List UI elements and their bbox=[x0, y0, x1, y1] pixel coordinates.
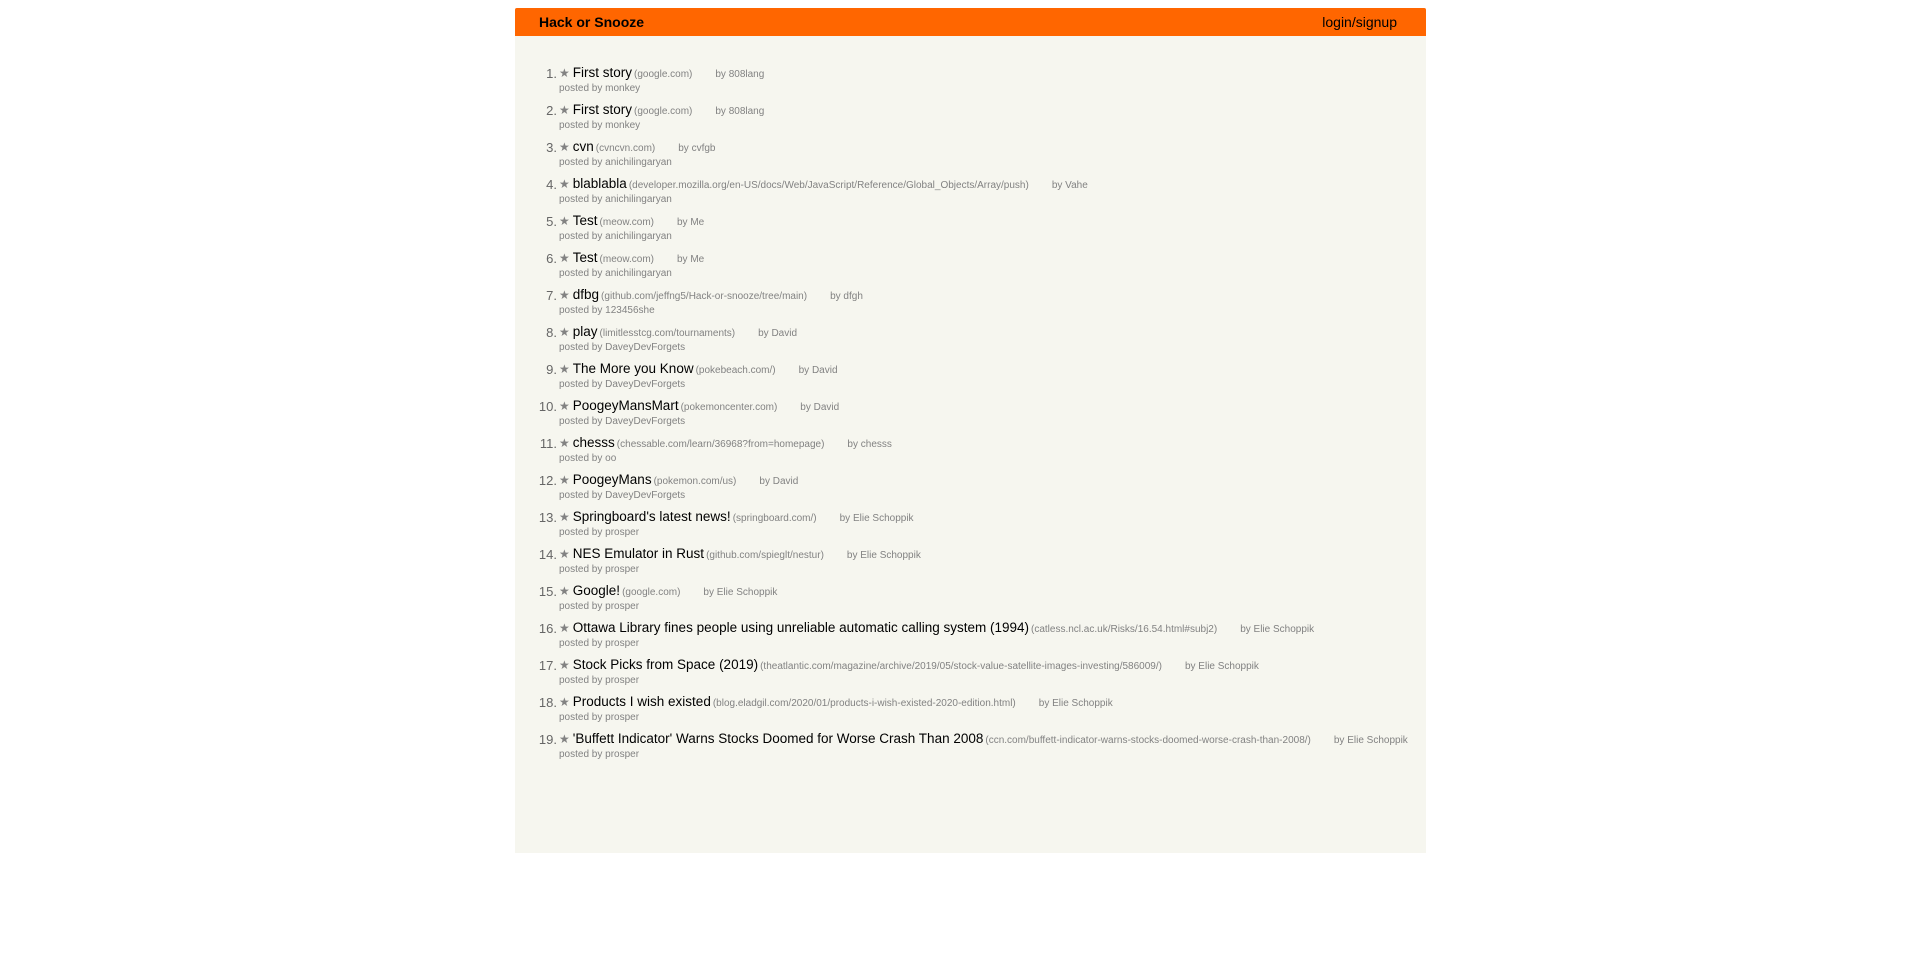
story-content bbox=[559, 251, 1419, 281]
story-hostname: (pokebeach.com/) bbox=[695, 365, 776, 376]
story-author: by Me bbox=[676, 217, 705, 228]
login-signup-link[interactable]: login/signup bbox=[1322, 14, 1397, 30]
star-icon[interactable]: ★ bbox=[559, 103, 570, 117]
story-author: by Elie Schoppik bbox=[1240, 624, 1315, 635]
star-icon[interactable]: ★ bbox=[559, 140, 570, 154]
story-number: 15. bbox=[538, 584, 557, 599]
story-title-link[interactable]: PoogeyMans bbox=[572, 472, 652, 487]
story-number: 9. bbox=[546, 362, 557, 377]
story-item bbox=[515, 214, 1426, 244]
story-posted-by: posted by prosper bbox=[559, 638, 640, 649]
star-icon[interactable]: ★ bbox=[559, 177, 570, 191]
story-line bbox=[559, 103, 1419, 119]
story-content bbox=[559, 658, 1419, 688]
story-author: by David bbox=[800, 402, 840, 413]
story-posted-by: posted by anichilingaryan bbox=[559, 194, 672, 205]
story-hostname: (github.com/jeffng5/Hack-or-snooze/tree/main) bbox=[601, 291, 808, 302]
story-title-link[interactable]: NES Emulator in Rust bbox=[572, 546, 705, 561]
story-author: by Elie Schoppik bbox=[1038, 698, 1113, 709]
story-posted-by: posted by prosper bbox=[559, 712, 640, 723]
star-icon[interactable]: ★ bbox=[559, 362, 570, 376]
story-line bbox=[559, 177, 1419, 193]
story-content bbox=[559, 510, 1419, 540]
story-author: by David bbox=[758, 328, 798, 339]
star-icon[interactable]: ★ bbox=[559, 399, 570, 413]
story-author: by dfgh bbox=[830, 291, 863, 302]
story-content bbox=[559, 140, 1419, 170]
story-title-link[interactable]: chesss bbox=[572, 435, 615, 450]
story-author: by Elie Schoppik bbox=[1333, 735, 1408, 746]
story-number: 11. bbox=[539, 436, 557, 451]
story-number: 1. bbox=[546, 66, 557, 81]
story-content bbox=[559, 547, 1419, 577]
story-item bbox=[515, 584, 1426, 614]
story-hostname: (developer.mozilla.org/en-US/docs/Web/JavaScript/Reference/Global_Objects/Array/push) bbox=[628, 180, 1029, 191]
story-number: 8. bbox=[546, 325, 557, 340]
story-hostname: (cvncvn.com) bbox=[595, 143, 656, 154]
story-title-link[interactable]: Google! bbox=[572, 583, 621, 598]
story-number: 5. bbox=[546, 214, 557, 229]
story-posted-by: posted by prosper bbox=[559, 527, 640, 538]
top-nav-bar bbox=[515, 8, 1426, 36]
story-item bbox=[515, 732, 1426, 762]
story-content bbox=[559, 695, 1419, 725]
story-author: by 808lang bbox=[715, 69, 765, 80]
story-number: 18. bbox=[538, 695, 557, 710]
story-author: by Me bbox=[676, 254, 705, 265]
story-item bbox=[515, 251, 1426, 281]
star-icon[interactable]: ★ bbox=[559, 288, 570, 302]
story-line bbox=[559, 584, 1419, 600]
story-hostname: (pokemoncenter.com) bbox=[680, 402, 778, 413]
story-number: 4. bbox=[546, 177, 557, 192]
story-number: 13. bbox=[538, 510, 557, 525]
story-title-link[interactable]: cvn bbox=[572, 139, 594, 154]
story-posted-by: posted by DaveyDevForgets bbox=[559, 342, 686, 353]
story-item bbox=[515, 362, 1426, 392]
story-author: by David bbox=[798, 365, 838, 376]
story-hostname: (limitlesstcg.com/tournaments) bbox=[599, 328, 736, 339]
story-posted-by: posted by monkey bbox=[559, 83, 641, 94]
story-hostname: (google.com) bbox=[622, 587, 681, 598]
story-author: by Elie Schoppik bbox=[846, 550, 921, 561]
story-number: 17. bbox=[538, 658, 557, 673]
story-line bbox=[559, 251, 1419, 267]
story-title-link[interactable]: Products I wish existed bbox=[572, 694, 711, 709]
story-line bbox=[559, 214, 1419, 230]
story-content bbox=[559, 732, 1419, 762]
story-content bbox=[559, 177, 1419, 207]
story-content bbox=[559, 288, 1419, 318]
story-item bbox=[515, 177, 1426, 207]
story-posted-by: posted by DaveyDevForgets bbox=[559, 490, 686, 501]
story-posted-by: posted by anichilingaryan bbox=[559, 268, 672, 279]
star-icon[interactable]: ★ bbox=[559, 473, 570, 487]
story-title-link[interactable]: First story bbox=[572, 65, 633, 80]
story-posted-by: posted by prosper bbox=[559, 675, 640, 686]
star-icon[interactable]: ★ bbox=[559, 695, 570, 709]
story-item bbox=[515, 399, 1426, 429]
story-title-link[interactable]: Ottawa Library fines people using unreliable automatic calling system (1994) bbox=[572, 620, 1030, 635]
story-author: by David bbox=[759, 476, 799, 487]
story-line bbox=[559, 695, 1419, 711]
story-line bbox=[559, 732, 1419, 748]
story-author: by 808lang bbox=[715, 106, 765, 117]
story-hostname: (blog.eladgil.com/2020/01/products-i-wish-existed-2020-edition.html) bbox=[712, 698, 1016, 709]
story-content bbox=[559, 621, 1419, 651]
story-item bbox=[515, 473, 1426, 503]
story-line bbox=[559, 658, 1419, 674]
story-posted-by: posted by prosper bbox=[559, 564, 640, 575]
story-line bbox=[559, 399, 1419, 415]
story-content bbox=[559, 214, 1419, 244]
story-posted-by: posted by prosper bbox=[559, 601, 640, 612]
star-icon[interactable]: ★ bbox=[559, 251, 570, 265]
story-title-link[interactable]: dfbg bbox=[572, 287, 600, 302]
story-hostname: (ccn.com/buffett-indicator-warns-stocks-doomed-worse-crash-than-2008/) bbox=[985, 735, 1311, 746]
story-title-link[interactable]: play bbox=[572, 324, 598, 339]
story-author: by chesss bbox=[847, 439, 892, 450]
story-list bbox=[515, 36, 1426, 762]
story-item bbox=[515, 621, 1426, 651]
story-title-link[interactable]: Springboard's latest news! bbox=[572, 509, 731, 524]
story-title-link[interactable]: Test bbox=[572, 213, 598, 228]
story-hostname: (pokemon.com/us) bbox=[653, 476, 737, 487]
story-content bbox=[559, 325, 1419, 355]
story-content bbox=[559, 399, 1419, 429]
story-line bbox=[559, 436, 1419, 452]
story-line bbox=[559, 510, 1419, 526]
star-icon[interactable]: ★ bbox=[559, 621, 570, 635]
story-author: by Elie Schoppik bbox=[1184, 661, 1259, 672]
site-title-link[interactable]: Hack or Snooze bbox=[539, 14, 645, 30]
story-item bbox=[515, 288, 1426, 318]
story-author: by Elie Schoppik bbox=[703, 587, 778, 598]
story-title-link[interactable]: Stock Picks from Space (2019) bbox=[572, 657, 759, 672]
story-line bbox=[559, 621, 1419, 637]
story-posted-by: posted by DaveyDevForgets bbox=[559, 379, 686, 390]
story-item bbox=[515, 103, 1426, 133]
story-title-link[interactable]: First story bbox=[572, 102, 633, 117]
story-hostname: (github.com/spieglt/nestur) bbox=[706, 550, 824, 561]
story-author: by Vahe bbox=[1051, 180, 1088, 191]
story-title-link[interactable]: blablabla bbox=[572, 176, 627, 191]
star-icon[interactable]: ★ bbox=[559, 547, 570, 561]
story-line bbox=[559, 288, 1419, 304]
story-title-link[interactable]: The More you Know bbox=[572, 361, 694, 376]
story-item bbox=[515, 658, 1426, 688]
story-posted-by: posted by DaveyDevForgets bbox=[559, 416, 686, 427]
story-hostname: (google.com) bbox=[634, 69, 693, 80]
story-number: 12. bbox=[538, 473, 557, 488]
story-number: 6. bbox=[546, 251, 557, 266]
star-icon[interactable]: ★ bbox=[559, 658, 570, 672]
story-posted-by: posted by oo bbox=[559, 453, 617, 464]
star-icon[interactable]: ★ bbox=[559, 214, 570, 228]
story-item bbox=[515, 510, 1426, 540]
star-icon[interactable]: ★ bbox=[559, 436, 570, 450]
story-author: by cvfgb bbox=[678, 143, 716, 154]
main-container bbox=[515, 8, 1426, 853]
story-title-link[interactable]: 'Buffett Indicator' Warns Stocks Doomed for Worse Crash Than 2008 bbox=[572, 731, 984, 746]
story-number: 2. bbox=[546, 103, 557, 118]
story-posted-by: posted by anichilingaryan bbox=[559, 157, 672, 168]
story-item bbox=[515, 140, 1426, 170]
story-hostname: (springboard.com/) bbox=[732, 513, 817, 524]
story-title-link[interactable]: PoogeyMansMart bbox=[572, 398, 679, 413]
story-item bbox=[515, 436, 1426, 466]
story-content bbox=[559, 103, 1419, 133]
story-content bbox=[559, 66, 1419, 96]
story-number: 3. bbox=[546, 140, 557, 155]
story-hostname: (catless.ncl.ac.uk/Risks/16.54.html#subj2) bbox=[1031, 624, 1218, 635]
star-icon[interactable]: ★ bbox=[559, 732, 570, 746]
story-hostname: (meow.com) bbox=[599, 217, 654, 228]
story-posted-by: posted by monkey bbox=[559, 120, 641, 131]
story-number: 10. bbox=[538, 399, 557, 414]
story-number: 16. bbox=[538, 621, 557, 636]
story-content bbox=[559, 584, 1419, 614]
story-hostname: (theatlantic.com/magazine/archive/2019/05/stock-value-satellite-images-investing/586009/) bbox=[760, 661, 1162, 672]
story-content bbox=[559, 473, 1419, 503]
story-posted-by: posted by 123456she bbox=[559, 305, 655, 316]
story-content bbox=[559, 362, 1419, 392]
star-icon[interactable]: ★ bbox=[559, 510, 570, 524]
story-line bbox=[559, 140, 1419, 156]
story-author: by Elie Schoppik bbox=[839, 513, 914, 524]
story-line bbox=[559, 473, 1419, 489]
story-line bbox=[559, 362, 1419, 378]
story-posted-by: posted by prosper bbox=[559, 749, 640, 760]
story-line bbox=[559, 547, 1419, 563]
story-content bbox=[559, 436, 1419, 466]
story-hostname: (google.com) bbox=[634, 106, 693, 117]
star-icon[interactable]: ★ bbox=[559, 584, 570, 598]
story-number: 7. bbox=[546, 288, 557, 303]
story-line bbox=[559, 66, 1419, 82]
star-icon[interactable]: ★ bbox=[559, 325, 570, 339]
story-item bbox=[515, 325, 1426, 355]
story-number: 14. bbox=[538, 547, 557, 562]
story-number: 19. bbox=[538, 732, 557, 747]
story-hostname: (meow.com) bbox=[599, 254, 654, 265]
story-title-link[interactable]: Test bbox=[572, 250, 598, 265]
story-item bbox=[515, 695, 1426, 725]
story-posted-by: posted by anichilingaryan bbox=[559, 231, 672, 242]
story-item bbox=[515, 547, 1426, 577]
star-icon[interactable]: ★ bbox=[559, 66, 570, 80]
story-hostname: (chessable.com/learn/36968?from=homepage) bbox=[616, 439, 825, 450]
story-item bbox=[515, 66, 1426, 96]
story-line bbox=[559, 325, 1419, 341]
